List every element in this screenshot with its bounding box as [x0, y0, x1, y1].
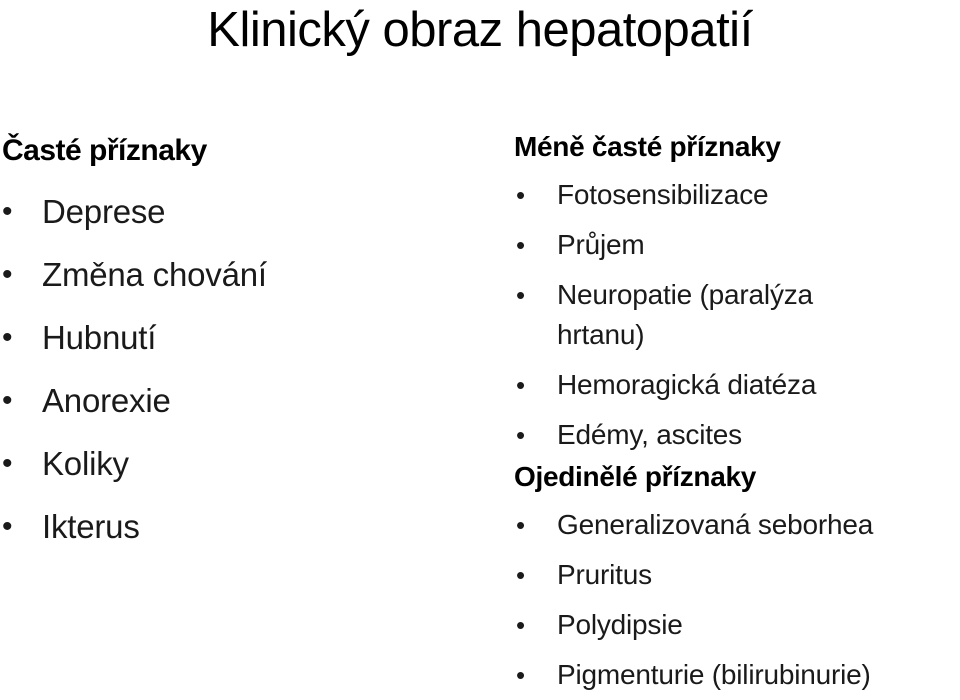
- list-item-text: Fotosensibilizace: [557, 179, 769, 210]
- rare-symptoms-heading: Ojedinělé příznaky: [514, 461, 757, 492]
- list-item-text: Deprese: [42, 193, 166, 230]
- list-item-text: Polydipsie: [557, 609, 683, 640]
- bullet-icon: •: [2, 384, 13, 417]
- common-symptoms-heading: Časté příznaky: [2, 134, 207, 167]
- list-item: [514, 500, 958, 550]
- list-item-text: Anorexie: [42, 382, 171, 419]
- list-item-text: Hemoragická diatéza: [557, 369, 817, 400]
- common-symptoms-list: [2, 180, 422, 558]
- list-item-text: Pigmenturie (bilirubinurie): [557, 659, 871, 690]
- common-symptoms-column: [2, 128, 422, 558]
- list-item-text: Pruritus: [557, 559, 652, 590]
- other-symptoms-column: [514, 124, 958, 700]
- list-item: [514, 600, 958, 650]
- bullet-icon: •: [516, 230, 525, 260]
- less-common-symptoms-heading: Méně časté příznaky: [514, 131, 781, 162]
- list-item: [514, 270, 958, 360]
- bullet-icon: •: [2, 258, 13, 291]
- bullet-icon: •: [516, 660, 525, 690]
- bullet-icon: •: [516, 280, 525, 310]
- bullet-icon: •: [516, 420, 525, 450]
- list-item-text: Edémy, ascites: [557, 419, 742, 450]
- list-item: [514, 650, 958, 700]
- list-item: [2, 495, 422, 558]
- list-item-text: Hubnutí: [42, 319, 157, 356]
- list-item-text: Ikterus: [42, 508, 140, 545]
- list-item-text: Generalizovaná seborhea: [557, 509, 874, 540]
- bullet-icon: •: [516, 560, 525, 590]
- list-item: [2, 243, 422, 306]
- bullet-icon: •: [516, 180, 525, 210]
- bullet-icon: •: [516, 370, 525, 400]
- bullet-icon: •: [516, 610, 525, 640]
- list-item: [2, 369, 422, 432]
- bullet-icon: •: [2, 321, 13, 354]
- list-item: [514, 410, 958, 460]
- list-item: [514, 170, 958, 220]
- rare-symptoms-list: [514, 500, 958, 700]
- bullet-icon: •: [2, 447, 13, 480]
- list-item: [2, 306, 422, 369]
- list-item: [514, 220, 958, 270]
- list-item-text: Změna chování: [42, 256, 267, 293]
- list-item: [514, 360, 958, 410]
- less-common-symptoms-list: [514, 170, 958, 460]
- bullet-icon: •: [2, 510, 13, 543]
- slide-title: Klinický obraz hepatopatií: [207, 3, 753, 57]
- bullet-icon: •: [2, 195, 13, 228]
- list-item: [514, 550, 958, 600]
- list-item: [2, 180, 422, 243]
- list-item-text: Průjem: [557, 229, 645, 260]
- list-item-text: Neuropatie (paralýza hrtanu): [557, 279, 813, 350]
- bullet-icon: •: [516, 510, 525, 540]
- list-item-text: Koliky: [42, 445, 129, 482]
- list-item: [2, 432, 422, 495]
